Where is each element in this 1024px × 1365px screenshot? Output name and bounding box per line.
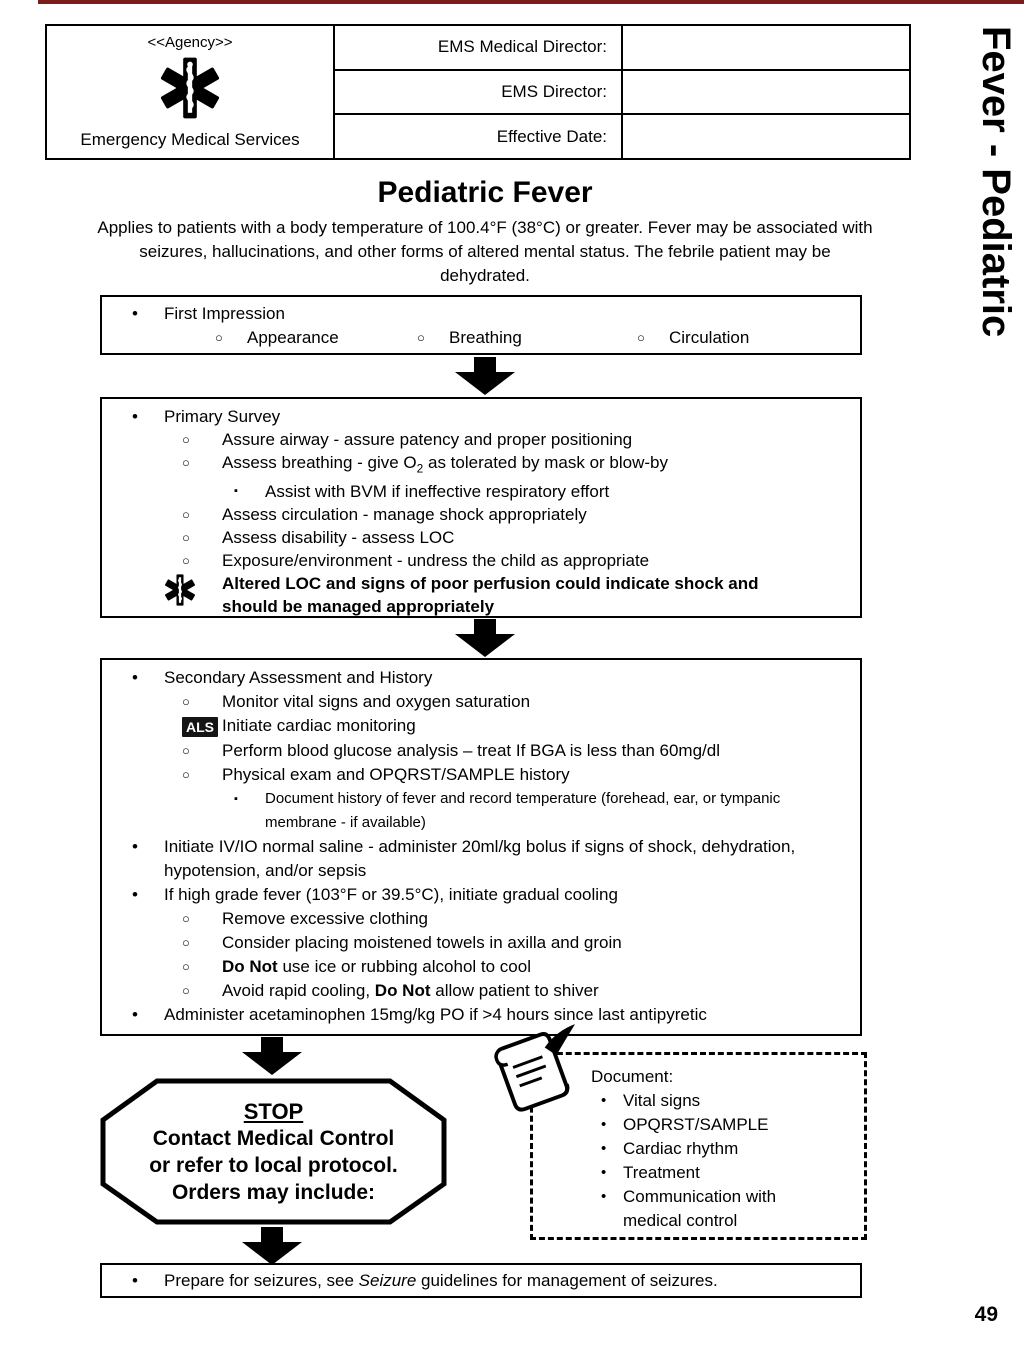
seizure-note-box: [100, 1263, 862, 1298]
agency-name: Emergency Medical Services: [80, 130, 300, 149]
bullet: ○: [182, 432, 190, 447]
list-item: [102, 302, 860, 326]
list-item: ○ Assess breathing - give $O_2$ as tolerated by mask or blow-by: [182, 453, 668, 476]
documentation-heading: Document:: [591, 1067, 674, 1086]
list-item: • Cardiac rhythm: [591, 1137, 858, 1161]
header-row: [335, 26, 909, 71]
bullet: ○: [182, 767, 190, 782]
header-row: [335, 115, 909, 158]
page-number: 49: [974, 1303, 998, 1326]
primary-survey-box: [100, 397, 862, 618]
bullet: •: [132, 1005, 138, 1024]
bullet: ○: [182, 959, 190, 974]
list-item: ALS Initiate cardiac monitoring: [102, 714, 860, 739]
list-item: ○ Exposure/environment - undress the child as appropriate: [182, 551, 650, 571]
page-title: Pediatric Fever: [377, 176, 593, 209]
list-item: • OPQRST/SAMPLE: [591, 1113, 858, 1137]
bullet: ○: [637, 330, 645, 345]
down-arrow-icon: [455, 357, 515, 395]
field-label-ems-director: EMS Director:: [335, 71, 623, 114]
list-item: ○ Assess disability - assess LOC: [182, 528, 455, 548]
list-item: [102, 405, 860, 428]
bullet: •: [601, 1116, 607, 1133]
bullet: •: [132, 1271, 138, 1290]
protocol-intro: Applies to patients with a body temperature of 100.4°F (38°C) or greater. Fever may be associated with seizures, hallucinations, and other forms of altered mental status. The febrile patient may be dehydrated.: [97, 218, 873, 285]
list-item: ○ Assess circulation - manage shock appropriately: [182, 505, 587, 525]
field-label-medical-director: EMS Medical Director:: [335, 26, 623, 69]
down-arrow-icon: [242, 1227, 302, 1265]
first-impression-items: [102, 326, 860, 350]
bullet: ○: [215, 330, 223, 345]
star-of-life-icon: [164, 572, 222, 612]
list-item: ▪ Assist with BVM if ineffective respiratory effort: [234, 482, 610, 502]
bullet: •: [132, 304, 138, 323]
header-row: [335, 71, 909, 116]
documentation-box: [530, 1052, 867, 1240]
bullet: ○: [182, 743, 190, 758]
header-table: [45, 24, 911, 160]
star-of-life-icon: [159, 57, 221, 124]
stop-line: Orders may include:: [171, 1180, 376, 1204]
bullet: •: [601, 1140, 607, 1157]
list-item: ○ Do Not use ice or rubbing alcohol to cool: [102, 955, 860, 979]
sidebar-vertical-title: Fever - Pediatric: [974, 26, 1018, 338]
bullet: ○: [182, 983, 190, 998]
list-item: • Treatment: [591, 1161, 858, 1185]
stop-label: STOP: [243, 1098, 304, 1124]
list-item: • Vital signs: [591, 1089, 858, 1113]
bullet: ○: [182, 507, 190, 523]
list-item: • Initiate IV/IO normal saline - administer 20ml/kg bolus if signs of shock, dehydration, hypotension, and/or sepsis: [132, 837, 796, 880]
list-item: • Communication with medical control: [591, 1185, 858, 1233]
list-item: ○ Appearance: [215, 326, 417, 350]
agency-cell: [47, 26, 335, 158]
stop-line: or refer to local protocol.: [149, 1153, 398, 1177]
list-item: ○ Avoid rapid cooling, Do Not allow patient to shiver: [102, 979, 860, 1003]
bullet: •: [132, 668, 138, 687]
als-badge: ALS: [182, 717, 218, 737]
section-heading: First Impression: [164, 304, 285, 323]
list-item: ○ Monitor vital signs and oxygen saturation: [102, 690, 860, 714]
list-item: ○ Remove excessive clothing: [102, 907, 860, 931]
bullet: ○: [182, 553, 190, 569]
bullet: •: [601, 1164, 607, 1181]
header-fields: [335, 26, 909, 158]
section-heading: Secondary Assessment and History: [164, 668, 433, 687]
bullet: ○: [182, 911, 190, 926]
bullet: •: [132, 407, 138, 426]
list-item: • If high grade fever (103°F or 39.5°C), initiate gradual cooling: [102, 883, 860, 907]
bullet: •: [601, 1188, 607, 1205]
list-item: ○ Breathing: [417, 326, 637, 350]
down-arrow-icon: [242, 1037, 302, 1075]
als-level-marker: [182, 714, 222, 739]
list-item: • Administer acetaminophen 15mg/kg PO if >4 hours since last antipyretic: [102, 1003, 860, 1027]
top-border-rule: [38, 0, 1024, 4]
bullet: •: [132, 885, 138, 904]
list-item: ○ Physical exam and OPQRST/SAMPLE history: [102, 763, 860, 787]
bullet: ○: [182, 935, 190, 950]
list-item: ○ Perform blood glucose analysis – treat If BGA is less than 60mg/dl: [102, 739, 860, 763]
shock-warning: [102, 572, 860, 618]
document-scroll-icon: [488, 1024, 576, 1118]
agency-placeholder: <<Agency>>: [147, 34, 233, 51]
list-item: ▪ Document history of fever and record temperature (forehead, ear, or tympanic membrane - if available): [102, 787, 860, 835]
first-impression-box: [100, 295, 862, 355]
stop-text: [100, 1078, 447, 1225]
list-item: ○ Assure airway - assure patency and proper positioning: [182, 430, 633, 449]
bullet: ○: [182, 455, 190, 470]
field-label-effective-date: Effective Date:: [335, 115, 623, 158]
stop-line: Contact Medical Control: [152, 1126, 395, 1150]
list-item: ○ Consider placing moistened towels in axilla and groin: [102, 931, 860, 955]
bullet: •: [601, 1092, 607, 1109]
field-value-ems-director: [623, 71, 909, 114]
field-value-effective-date: [623, 115, 909, 158]
down-arrow-icon: [455, 619, 515, 657]
section-heading: Primary Survey: [164, 407, 281, 426]
secondary-assessment-box: [100, 658, 862, 1036]
bullet: ○: [417, 330, 425, 345]
warning-text: Altered LOC and signs of poor perfusion could indicate shock and should be managed appropriately: [222, 574, 759, 617]
bullet: ▪: [234, 485, 238, 498]
list-item: [102, 666, 860, 690]
bullet: ○: [182, 530, 190, 546]
field-value-medical-director: [623, 26, 909, 69]
bullet: •: [132, 837, 138, 856]
bullet: ○: [182, 694, 190, 709]
list-item: • Prepare for seizures, see Seizure guidelines for management of seizures.: [102, 1269, 860, 1293]
bullet: ▪: [234, 793, 238, 805]
stop-sign: [100, 1078, 447, 1225]
list-item: ○ Circulation: [637, 326, 749, 350]
